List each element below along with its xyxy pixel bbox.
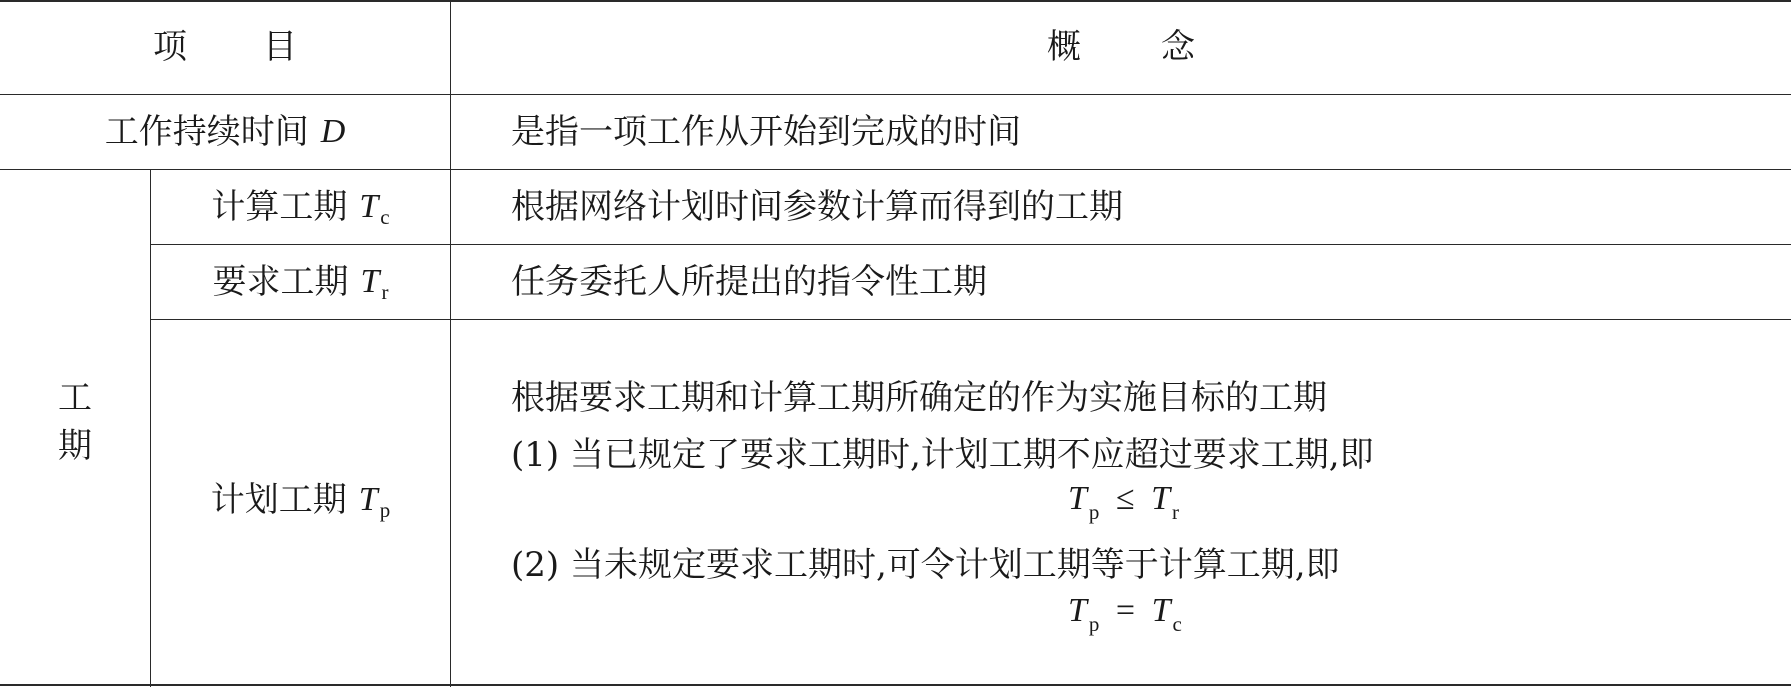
formula-2-operator: = bbox=[1115, 592, 1136, 629]
calc-definition-text: 根据网络计划时间参数计算而得到的工期 bbox=[511, 187, 1123, 227]
duration-label bbox=[0, 95, 450, 169]
planned-subscript: p bbox=[379, 497, 391, 522]
header-concept bbox=[451, 0, 1791, 94]
duration-definition bbox=[511, 95, 1781, 169]
calc-subscript: c bbox=[380, 204, 390, 229]
planned-definition-line-2: (1) 当已规定了要求工期时,计划工期不应超过要求工期,即 bbox=[511, 435, 1374, 475]
calc-definition bbox=[511, 170, 1781, 244]
calc-label bbox=[151, 170, 450, 244]
table-bottom-rule bbox=[0, 684, 1791, 686]
header-concept-char-2: 念 bbox=[1161, 27, 1195, 67]
formula-2-rhs: T bbox=[1151, 592, 1171, 629]
required-label bbox=[151, 245, 450, 319]
formula-1-rhs-sub: r bbox=[1172, 500, 1180, 524]
required-label-text: 要求工期 bbox=[212, 262, 349, 302]
duration-symbol: D bbox=[320, 113, 346, 150]
planned-label-text: 计划工期 bbox=[210, 480, 347, 520]
required-row-bottom-rule bbox=[150, 319, 1791, 320]
planned-formula-1 bbox=[1068, 480, 1180, 524]
calc-symbol: T bbox=[359, 188, 379, 225]
period-group-char-1: 工 bbox=[58, 378, 92, 418]
required-definition bbox=[511, 245, 1781, 319]
required-subscript: r bbox=[381, 279, 389, 304]
required-symbol: T bbox=[360, 263, 380, 300]
planned-symbol: T bbox=[358, 481, 378, 518]
duration-definition-text: 是指一项工作从开始到完成的时间 bbox=[511, 112, 1021, 152]
formula-1-operator: ≤ bbox=[1115, 480, 1135, 517]
header-item-char-2: 目 bbox=[263, 27, 297, 67]
duration-label-text: 工作持续时间 bbox=[104, 112, 309, 152]
planned-definition-line-3: (2) 当未规定要求工期时,可令计划工期等于计算工期,即 bbox=[511, 545, 1340, 585]
header-item-char-1: 项 bbox=[153, 27, 187, 67]
header-item bbox=[0, 0, 450, 94]
planned-label bbox=[151, 460, 450, 540]
formula-2-rhs-sub: c bbox=[1172, 612, 1182, 636]
formula-1-lhs: T bbox=[1068, 480, 1087, 517]
formula-2-lhs-sub: p bbox=[1088, 612, 1100, 636]
calc-label-text: 计算工期 bbox=[211, 187, 348, 227]
formula-1-rhs: T bbox=[1151, 480, 1171, 517]
planned-formula-2 bbox=[1068, 592, 1182, 636]
header-concept-char-1: 概 bbox=[1047, 27, 1081, 67]
planned-definition-line-1: 根据要求工期和计算工期所确定的作为实施目标的工期 bbox=[511, 378, 1327, 418]
formula-2-lhs: T bbox=[1068, 592, 1087, 629]
period-group-char-2: 期 bbox=[58, 425, 92, 466]
required-definition-text: 任务委托人所提出的指令性工期 bbox=[511, 262, 987, 302]
formula-1-lhs-sub: p bbox=[1088, 500, 1100, 524]
column-divider bbox=[450, 0, 451, 687]
period-group-label bbox=[0, 375, 150, 470]
